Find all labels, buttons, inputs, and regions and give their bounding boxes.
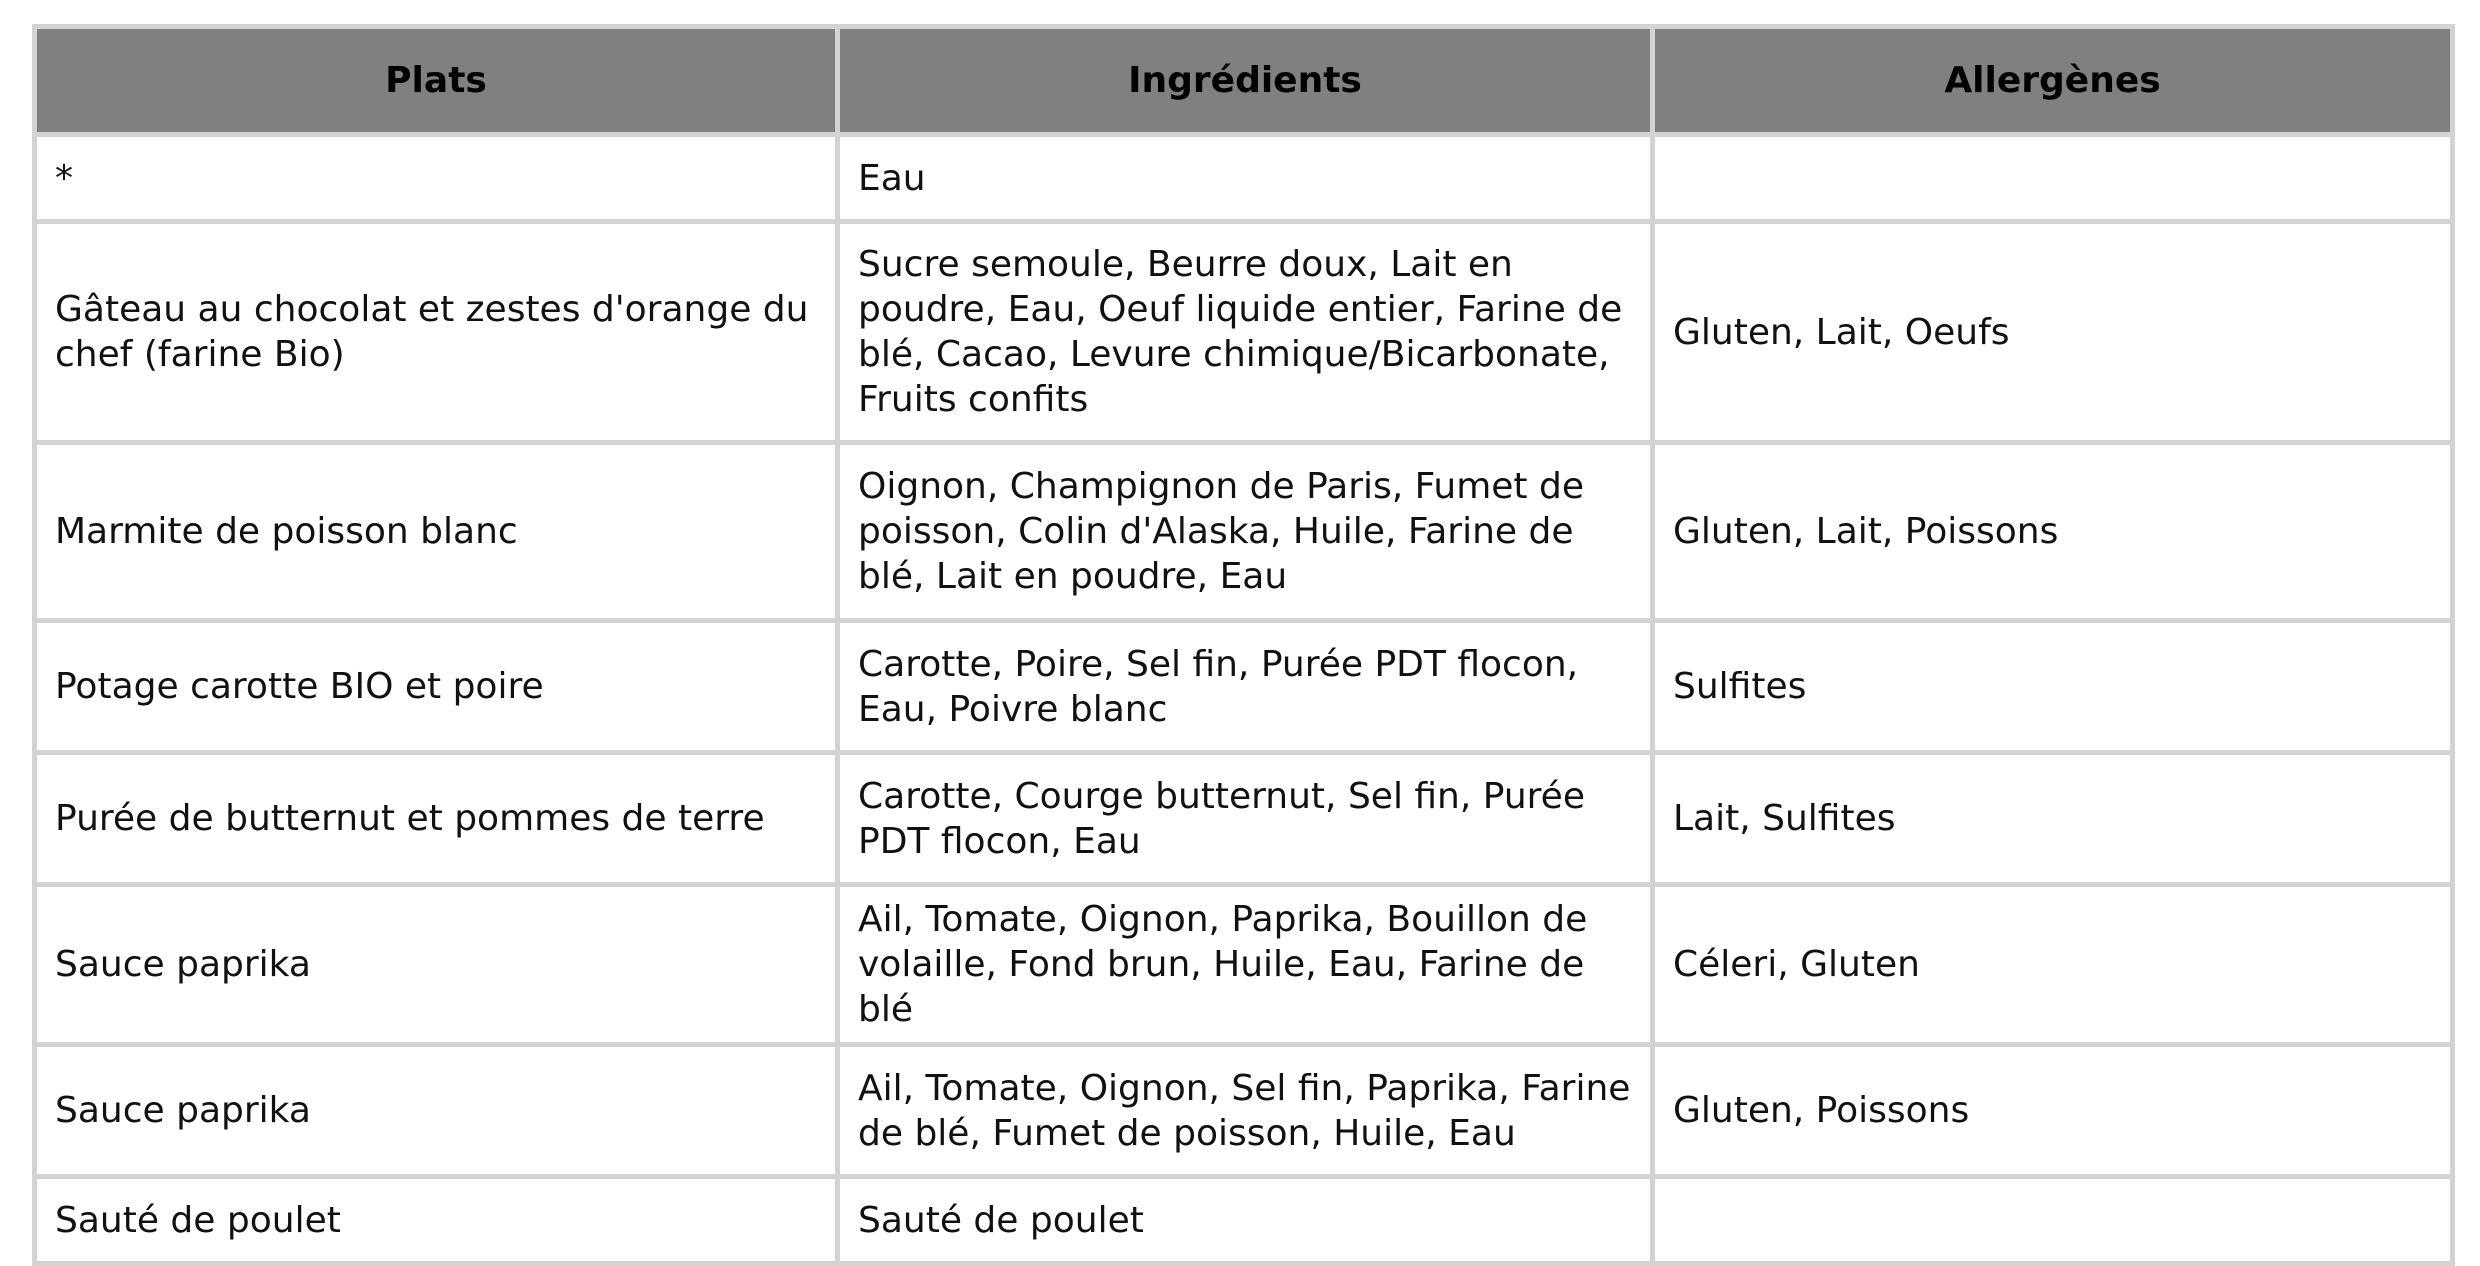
table-header — [35, 27, 2453, 135]
allergen-table-container — [32, 24, 2450, 1266]
allergens-cell — [1653, 135, 2453, 222]
dish-cell: Potage carotte BIO et poire — [35, 621, 838, 753]
table-row — [35, 443, 2453, 621]
dish-cell: Purée de butternut et pommes de terre — [35, 753, 838, 885]
allergens-cell: Gluten, Lait, Oeufs — [1653, 222, 2453, 443]
dish-cell: Sauce paprika — [35, 1045, 838, 1177]
ingredients-cell: Sucre semoule, Beurre doux, Lait en poudre, Eau, Oeuf liquide entier, Farine de blé, Cacao, Levure chimique/Bicarbonate, Fruits confits — [838, 222, 1653, 443]
ingredients-cell: Eau — [838, 135, 1653, 222]
dish-cell: Sauce paprika — [35, 885, 838, 1045]
ingredients-cell: Oignon, Champignon de Paris, Fumet de poisson, Colin d'Alaska, Huile, Farine de blé, Lait en poudre, Eau — [838, 443, 1653, 621]
allergens-cell: Gluten, Lait, Poissons — [1653, 443, 2453, 621]
allergens-cell: Gluten, Poissons — [1653, 1045, 2453, 1177]
dish-cell: * — [35, 135, 838, 222]
ingredients-cell: Carotte, Courge butternut, Sel fin, Purée PDT flocon, Eau — [838, 753, 1653, 885]
table-row — [35, 753, 2453, 885]
table-row — [35, 135, 2453, 222]
table-row — [35, 222, 2453, 443]
header-ingredients: Ingrédients — [838, 27, 1653, 135]
allergens-cell: Céleri, Gluten — [1653, 885, 2453, 1045]
header-row — [35, 27, 2453, 135]
dish-cell: Gâteau au chocolat et zestes d'orange du chef (farine Bio) — [35, 222, 838, 443]
allergens-cell — [1653, 1177, 2453, 1264]
ingredients-cell: Sauté de poulet — [838, 1177, 1653, 1264]
table-row — [35, 1045, 2453, 1177]
table-row — [35, 885, 2453, 1045]
ingredients-cell: Ail, Tomate, Oignon, Sel fin, Paprika, Farine de blé, Fumet de poisson, Huile, Eau — [838, 1045, 1653, 1177]
dish-cell: Sauté de poulet — [35, 1177, 838, 1264]
header-allergenes: Allergènes — [1653, 27, 2453, 135]
table-row — [35, 1177, 2453, 1264]
table-row — [35, 621, 2453, 753]
header-plats: Plats — [35, 27, 838, 135]
table-body — [35, 135, 2453, 1264]
allergens-cell: Lait, Sulfites — [1653, 753, 2453, 885]
dish-cell: Marmite de poisson blanc — [35, 443, 838, 621]
ingredients-cell: Carotte, Poire, Sel fin, Purée PDT flocon, Eau, Poivre blanc — [838, 621, 1653, 753]
ingredients-cell: Ail, Tomate, Oignon, Paprika, Bouillon de volaille, Fond brun, Huile, Eau, Farine de blé — [838, 885, 1653, 1045]
allergens-cell: Sulfites — [1653, 621, 2453, 753]
allergen-table — [32, 24, 2455, 1266]
